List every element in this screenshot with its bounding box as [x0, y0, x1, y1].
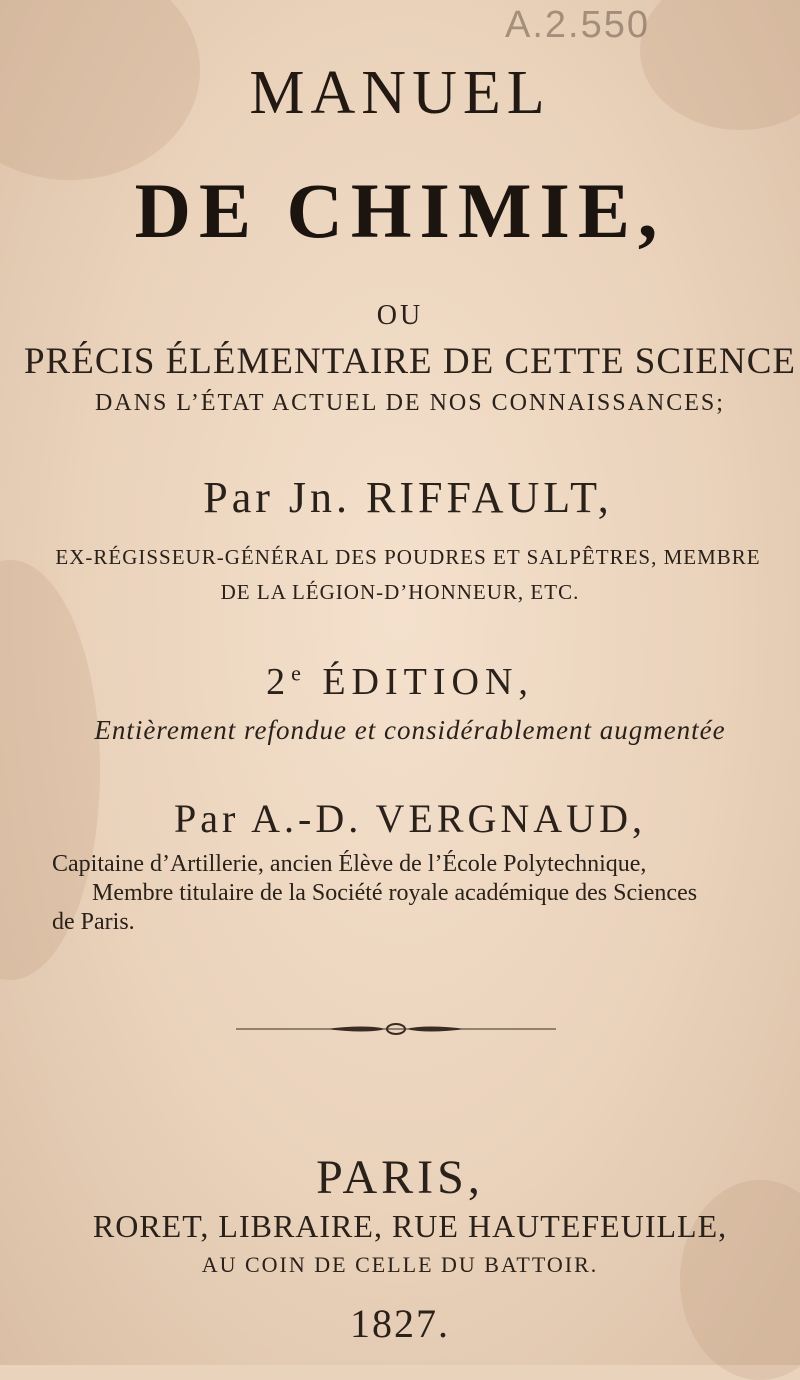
author-2-description [52, 850, 752, 937]
publication-year: 1827. [350, 1301, 450, 1346]
publisher-line-2: AU COIN DE CELLE DU BATTOIR. [201, 1252, 599, 1277]
edition-heading [0, 660, 800, 704]
edition-number: 2 [266, 661, 292, 703]
author-2-description-line-2: Membre titulaire de la Société royale académique des Sciences [92, 880, 698, 906]
publisher-line-1: RORET, LIBRAIRE, RUE HAUTEFEUILLE, [92, 1208, 728, 1244]
subtitle-line-1: PRÉCIS ÉLÉMENTAIRE DE CETTE SCIENCE [23, 341, 796, 382]
author-1-name: Par Jn. RIFFAULT, [203, 473, 613, 522]
subtitle-line-2: DANS L’ÉTAT ACTUEL DE NOS CONNAISSANCES; [95, 390, 725, 416]
ornamental-rule [236, 1022, 556, 1036]
library-stamp: A.2.550 [505, 4, 650, 46]
author-1-description-line-1: EX-RÉGISSEUR-GÉNÉRAL DES POUDRES ET SALPÊTRES, MEMBRE [55, 545, 761, 569]
title-conjunction: OU [376, 300, 424, 331]
edition-label: ÉDITION, [322, 661, 534, 703]
title-line-1: MANUEL [249, 59, 551, 127]
title-line-2: DE CHIMIE, [134, 167, 666, 254]
author-2-description-line-1: Capitaine d’Artillerie, ancien Élève de l’École Polytechnique, [52, 851, 647, 877]
publisher-city: PARIS, [316, 1151, 484, 1204]
edition-note: Entièrement refondue et considérablement augmentée [94, 715, 726, 745]
author-1-description-line-2: DE LA LÉGION-D’HONNEUR, ETC. [220, 580, 580, 604]
edition-superscript: e [291, 660, 307, 686]
author-2-name: Par A.-D. VERGNAUD, [174, 796, 646, 841]
author-2-description-line-3: de Paris. [52, 909, 135, 935]
